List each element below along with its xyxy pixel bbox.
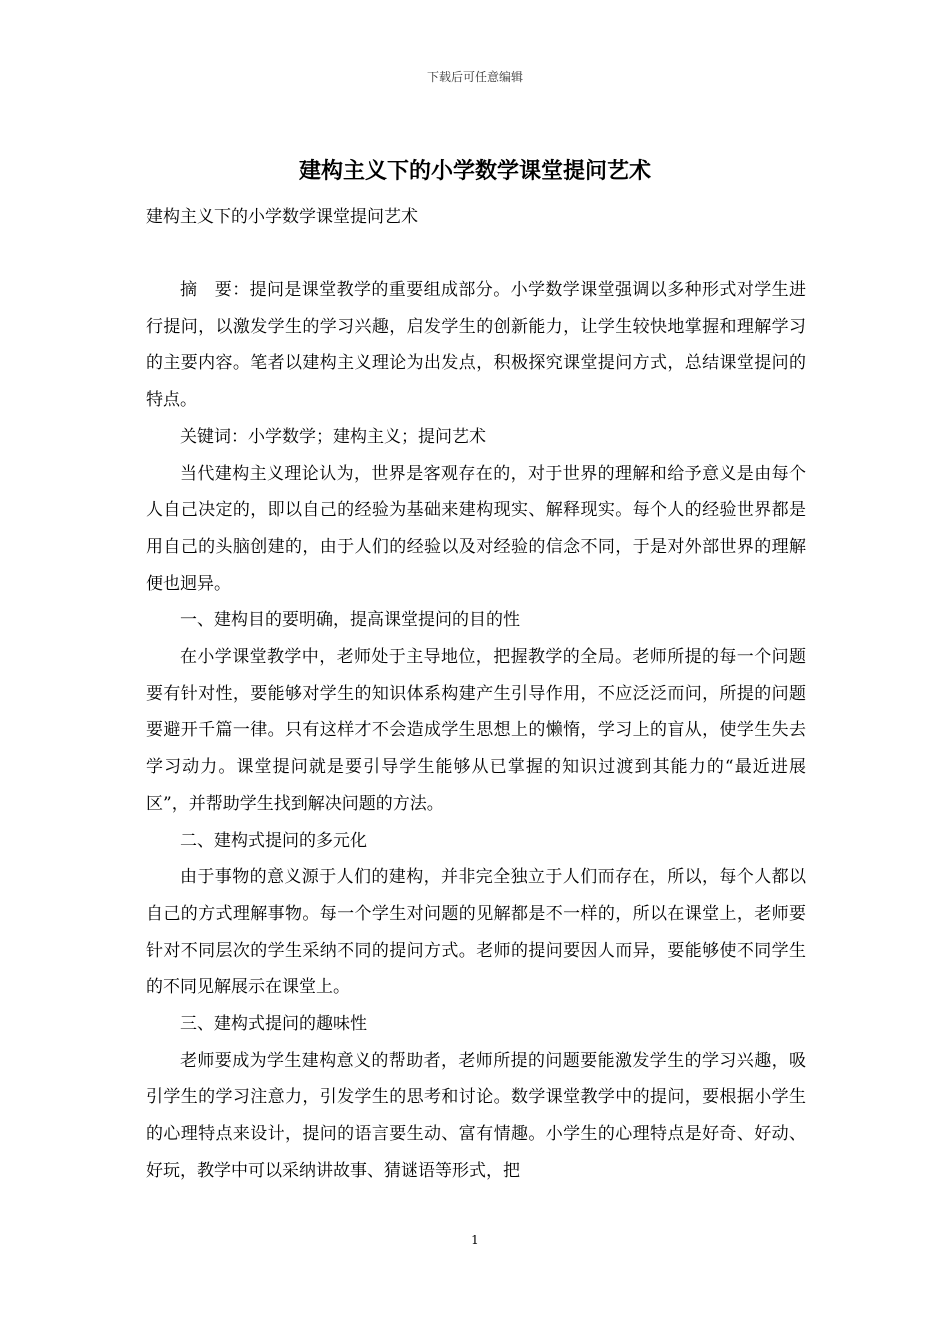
body-paragraph: 当代建构主义理论认为，世界是客观存在的，对于世界的理解和给予意义是由每个人自己决定的，即以自己的经验为基础来建构现实、解释现实。每个人的经验世界都是用自己的头脑创建的，由于人们的经验以及对经验的信念不同，于是对外部世界的理解便也迥异。 xyxy=(146,463,806,594)
abstract-paragraph: 摘 要：提问是课堂教学的重要组成部分。小学数学课堂强调以多种形式对学生进行提问，以激发学生的学习兴趣，启发学生的创新能力，让学生较快地掌握和理解学习的主要内容。笔者以建构主义理论为出发点，积极探究课堂提问方式，总结课堂提问的特点。 xyxy=(146,280,806,411)
section-heading: 二、建构式提问的多元化 xyxy=(180,830,367,851)
page-number: 1 xyxy=(471,1233,479,1247)
section-heading: 三、建构式提问的趣味性 xyxy=(180,1014,367,1035)
document-title: 建构主义下的小学数学课堂提问艺术 xyxy=(298,159,651,184)
document-body xyxy=(146,272,806,1190)
section-heading: 一、建构目的要明确，提高课堂提问的目的性 xyxy=(180,610,520,631)
document-subtitle: 建构主义下的小学数学课堂提问艺术 xyxy=(146,207,418,227)
page-header-note: 下载后可任意编辑 xyxy=(426,70,523,84)
body-paragraph: 在小学课堂教学中，老师处于主导地位，把握教学的全局。老师所提的每一个问题要有针对性，要能够对学生的知识体系构建产生引导作用，不应泛泛而问，所提的问题要避开千篇一律。只有这样才不会造成学生思想上的懒惰，学习上的盲从，使学生失去学习动力。课堂提问就是要引导学生能够从已掌握的知识过渡到其能力的“最近进展区”，并帮助学生找到解决问题的方法。 xyxy=(146,647,806,814)
body-paragraph: 由于事物的意义源于人们的建构，并非完全独立于人们而存在，所以，每个人都以自己的方式理解事物。每一个学生对问题的见解都是不一样的，所以在课堂上，老师要针对不同层次的学生采纳不同的提问方式。老师的提问要因人而异，要能够使不同学生的不同见解展示在课堂上。 xyxy=(146,867,806,998)
keywords-paragraph: 关键词：小学数学；建构主义；提问艺术 xyxy=(180,426,486,447)
body-paragraph: 老师要成为学生建构意义的帮助者，老师所提的问题要能激发学生的学习兴趣，吸引学生的学习注意力，引发学生的思考和讨论。数学课堂教学中的提问，要根据小学生的心理特点来设计，提问的语言要生动、富有情趣。小学生的心理特点是好奇、好动、好玩，教学中可以采纳讲故事、猜谜语等形式，把 xyxy=(146,1050,806,1181)
